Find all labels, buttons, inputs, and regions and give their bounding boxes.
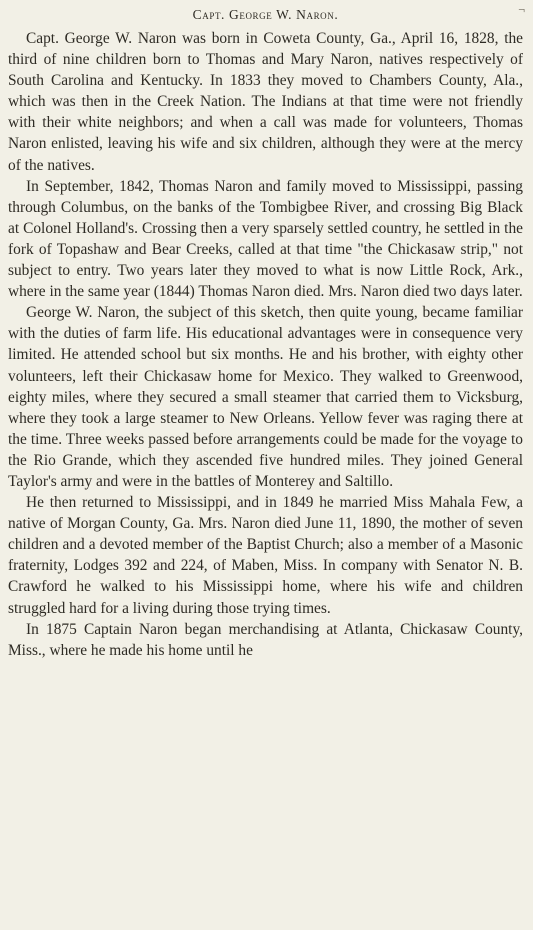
paragraph-move-to-mississippi: In September, 1842, Thomas Naron and family moved to Mississippi, passing through Columbus, on the banks of the Tombigbee River, and crossing Big Black at Colonel Holland's. Crossing then a very sparsely settled country, he settled in the fork of Topashaw and Bear Creeks, called at that time "the Chickasaw strip," not subject to entry. Two years later they moved to what is now Little Rock, Ark., where in the same year (1844) Thomas Naron died. Mrs. Naron died two days later.: [8, 177, 523, 301]
sketch-heading: Capt. George W. Naron.: [192, 7, 339, 22]
paragraph-mexican-war: George W. Naron, the subject of this sketch, then quite young, became familiar with the duties of farm life. His educational advantages were in consequence very limited. He attended school but six months. He and his brother, with eighty other volunteers, left their Chickasaw home for Mexico. They walked to Greenwood, eighty miles, where they secured a small steamer that carried them to Vicksburg, where they took a large steamer to New Orleans. Yellow fever was raging there at the time. Three weeks passed before arrangements could be made for the voyage to the Rio Grande, which they ascended five hundred miles. They joined General Taylor's army and were in the battles of Monterey and Saltillo.: [8, 304, 523, 490]
paragraph-birth: Capt. George W. Naron was born in Coweta County, Ga., April 16, 1828, the third of nine children born to Thomas and Mary Naron, natives respectively of South Carolina and Kentucky. In 1833 they moved to Chambers County, Ala., which was then in the Creek Nation. The Indians at that time were not friendly with their white neighbors; and when a call was made for volunteers, Thomas Naron enlisted, leaving his wife and six children, although they were at the mercy of the natives.: [8, 30, 523, 174]
paragraph-marriage: He then returned to Mississippi, and in 1849 he married Miss Mahala Few, a native of Morgan County, Ga. Mrs. Naron died June 11, 1890, the mother of seven children and a devoted member of the Baptist Church; also a member of a Masonic fraternity, Lodges 392 and 224, of Maben, Miss. In company with Senator N. B. Crawford he walked to his Mississippi home, where his wife and children struggled hard for a living during those trying times.: [8, 494, 523, 617]
paragraph-merchandising: In 1875 Captain Naron began merchandising at Atlanta, Chickasaw County, Miss., where he made his home until he: [8, 620, 523, 659]
corner-mark: ¬: [518, 2, 525, 16]
